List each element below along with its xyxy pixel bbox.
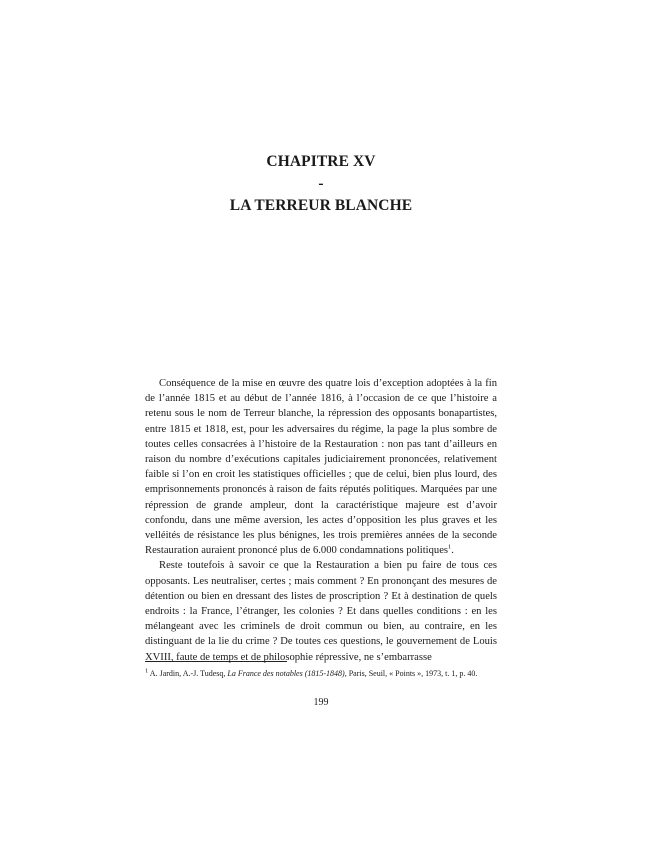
footnote-reference[interactable]: 1 xyxy=(448,543,452,551)
footnote xyxy=(145,668,505,679)
footnote-book-title: La France des notables (1815-1848) xyxy=(227,669,345,678)
footnote-marker: 1 xyxy=(145,667,149,675)
body-text xyxy=(145,376,497,665)
footnote-citation: , Paris, Seuil, « Points », 1973, t. 1, p. 40. xyxy=(344,669,478,678)
chapter-title: LA TERREUR BLANCHE xyxy=(229,197,413,214)
chapter-heading xyxy=(145,151,497,217)
paragraph-text: Conséquence de la mise en œuvre des quatre lois d’exception adoptées à la fin de l’année 1815 et au début de l’année 1816, à l’occasion de ce que l’histoire a retenu sous le nom de Terreur blanche, la répression des opposants bonapartistes, entre 1815 et 1818, est, pour les adversaires du régime, la page la plus sombre de toutes celles consacrées à l’histoire de la Restauration : non pas tant d’ailleurs en raison du nombre d’exécutions capitales judiciairement prononcées, relativement faible si l’on en croit les statistiques officielles ; que de celui, bien plus lourd, des emprisonnements prononcés à raison de faits réputés politiques. Marquées par une répression de grande ampleur, dont la caractéristique majeure est d’avoir confondu, dans une même aversion, les actes d’opposition les plus graves et les velléités de résistance les plus bénignes, les trois premières années de la seconde Restauration auraient prononcé plus de 6.000 condamnations politiques xyxy=(145,378,497,557)
paragraph-tail: . xyxy=(451,545,454,557)
chapter-number: CHAPITRE XV xyxy=(266,153,376,170)
chapter-separator: - xyxy=(318,175,324,192)
paragraph-text: Reste toutefois à savoir ce que la Restauration a bien pu faire de tous ces opposants. Les neutraliser, certes ; mais comment ? En prononçant des mesures de détention ou bien en dressant des listes de proscription ? Et à destination de quels endroits : la France, l’étranger, les colonies ? Et dans quelles conditions : en les mélangeant avec les criminels de droit commun ou bien, au contraire, en les distinguant de la lie du crime ? De toutes ces questions, le gouvernement de Louis XVIII, faute de temps et de philosophie répressive, ne s’embarrasse xyxy=(145,560,497,663)
paragraph xyxy=(145,558,497,664)
footnote-divider xyxy=(145,661,287,662)
paragraph xyxy=(145,376,497,558)
page-number: 199 xyxy=(313,697,329,708)
footnote-authors: A. Jardin, A.-J. Tudesq, xyxy=(148,669,228,678)
